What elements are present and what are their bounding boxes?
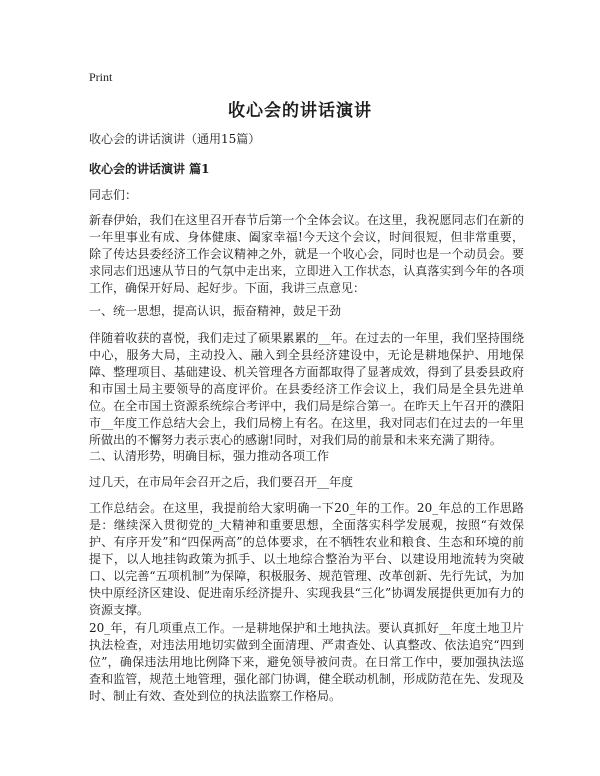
- paragraph-key-tasks: 20_年，有几项重点工作。一是耕地保护和土地执法。要认真抓好__年度土地卫片执法检查，对违法用地切实做到全面清理、严肃查处、认真整改、依法追究“四到位”，确保违法用地比例降下来，避免领导被问责。在日常工作中，要加强执法巡查和监管，规范土地管理，强化部门协调，健全联动机制，形成防范在先、发现及时、制止有效、查处到位的执法监察工作格局。: [89, 621, 524, 703]
- salutation: 同志们：: [89, 188, 138, 202]
- subtitle: 收心会的讲话演讲（通用15篇）: [89, 132, 261, 146]
- paragraph-intro: 新春伊始，我们在这里召开春节后第一个全体会议。在这里，我祝愿同志们在新的一年里事业有成、身体健康、阖家幸福!今天这个会议，时间很短，但非常重要，除了传达县委经济工作会议精神之外，就是一个收心会，同时也是一个动员会。要求同志们迅速从节日的气氛中走出来，立即进入工作状态，认真落实到今年的各项工作，确保开好局、起好步。下面，我讲三点意见：: [89, 213, 524, 295]
- section-heading: 收心会的讲话演讲 篇1: [89, 162, 210, 176]
- heading-two: 二、认清形势，明确目标，强力推动各项工作: [89, 449, 330, 463]
- heading-one: 一、统一思想，提高认识，振奋精神，鼓足干劲: [89, 304, 342, 318]
- print-link[interactable]: Print: [89, 70, 113, 84]
- page-title: 收心会的讲话演讲: [228, 101, 372, 121]
- paragraph-review: 伴随着收获的喜悦，我们走过了硕果累累的__年。在过去的一年里，我们坚持围绕中心，服务大局，主动投入、融入到全县经济建设中，无论是耕地保护、用地保障、整理项目、基础建设、机关管理各方面都取得了显著成效，得到了县委县政府和市国土局主要领导的高度评价。在县委经济工作会议上，我们局是全县先进单位。在全市国土资源系统综合考评中，我们局是综合第一。在昨天上午召开的濮阳市__年度工作总结大会上，我们局榜上有名。在这里，我对同志们在过去的一年里所做出的不懈努力表示衷心的感谢!同时，对我们局的前景和未来充满了期待。: [89, 331, 524, 447]
- paragraph-work-plan: 工作总结会。在这里，我提前给大家明确一下20_年的工作。20_年总的工作思路是：继续深入贯彻党的_大精神和重要思想，全面落实科学发展观，按照“有效保护、有序开发”和“四保两高”的总体要求，在不牺牲农业和粮食、生态和环境的前提下，以人地挂钩政策为抓手、以土地综合整治为平台、以建设用地流转为突破口、以完善“五项机制”为保障，积极服务、规范管理、改革创新、先行先试，为加快中原经济区建设、促进南乐经济提升、实现我县“三化”协调发展提供更加有力的资源支撑。: [89, 501, 524, 617]
- paragraph-meeting: 过几天，在市局年会召开之后，我们要召开__年度: [89, 475, 354, 489]
